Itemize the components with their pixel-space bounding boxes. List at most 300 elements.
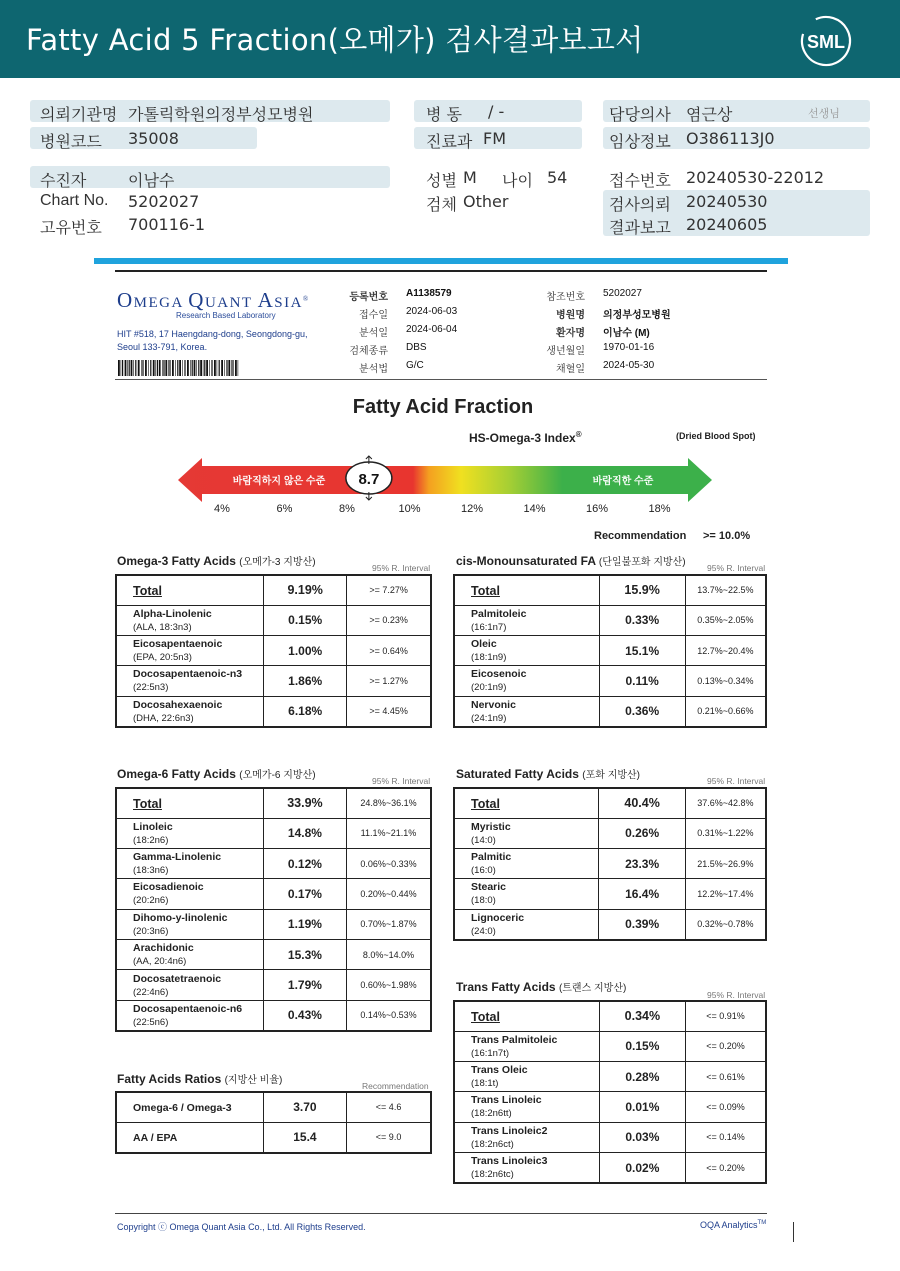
fatty-acid-name <box>454 1031 599 1061</box>
recommendation-value: >= 10.0% <box>703 530 751 542</box>
registration-meta-key: 접수일 <box>359 310 388 321</box>
gauge-tick-label: 4% <box>214 503 230 515</box>
fatty-acid-notation: (18:1t) <box>471 1078 499 1090</box>
reference-range: 0.60%~1.98% <box>346 970 431 1000</box>
fatty-acid-value: 0.17% <box>263 879 346 909</box>
reference-range: <= 0.09% <box>686 1092 766 1122</box>
fatty-acid-name <box>454 1122 599 1152</box>
fatty-acid-name-text: Nervonic <box>471 698 516 711</box>
barcode-bar <box>122 360 123 376</box>
table-row <box>454 1001 766 1031</box>
barcode-bar <box>187 360 189 376</box>
report-meta-rule <box>115 379 767 380</box>
sml-logo-text: SML <box>807 32 845 52</box>
table-row <box>116 879 431 909</box>
footer-copyright: Copyright ⓒ Omega Quant Asia Co., Ltd. All Rights Reserved. <box>117 1222 366 1232</box>
fatty-acid-value: 0.26% <box>599 818 685 848</box>
fatty-acid-notation: (EPA, 20:5n3) <box>133 652 192 664</box>
registration-meta-value: A1138579 <box>406 288 452 299</box>
fatty-acid-value: 23.3% <box>599 848 685 878</box>
barcode-bar <box>198 360 199 376</box>
request-label: 검사의뢰 <box>609 195 671 214</box>
registration-meta-key: 검체종류 <box>349 346 388 357</box>
lab-address-line2: Seoul 133-791, Korea. <box>117 342 208 352</box>
barcode-bar <box>175 360 176 376</box>
fatty-acid-notation: (24:1n9) <box>471 712 507 724</box>
fatty-acid-value: 15.1% <box>599 635 685 665</box>
omega3-table <box>115 574 432 728</box>
barcode-bar <box>159 360 161 376</box>
patient-meta-key: 생년월일 <box>546 346 585 357</box>
barcode-bar <box>121 360 122 376</box>
registration-meta-value: 2024-06-03 <box>406 306 458 317</box>
fatty-acid-value: 0.15% <box>264 605 347 635</box>
fatty-acid-notation: (16:1n7) <box>471 621 507 633</box>
reference-range: 0.14%~0.53% <box>346 1000 431 1031</box>
ratios-note: Recommendation <box>362 1081 429 1091</box>
reference-range: 0.06%~0.33% <box>346 848 431 878</box>
reference-range: 0.21%~0.66% <box>685 696 766 727</box>
fatty-acid-notation: (20:2n6) <box>133 895 169 907</box>
fatty-acid-name-text: Oleic <box>471 638 497 651</box>
specimen-value: Other <box>463 192 509 211</box>
fatty-acid-notation: (18:2n6tt) <box>471 1108 512 1120</box>
fatty-acid-name <box>116 1092 263 1122</box>
table-row <box>116 575 431 605</box>
fatty-acid-name-text: AA / EPA <box>133 1131 178 1144</box>
fatty-acid-name-text: Docosahexaenoic <box>133 698 223 711</box>
registration-meta-key: 분석법 <box>359 364 388 375</box>
barcode-bar <box>162 360 163 376</box>
fatty-acid-name-text: Palmitoleic <box>471 607 527 620</box>
barcode-bar <box>141 360 142 376</box>
fatty-acid-value: 0.01% <box>599 1092 685 1122</box>
reference-range: 13.7%~22.5% <box>685 575 766 605</box>
patient-meta-value: 2024-05-30 <box>603 360 655 371</box>
omega6-table <box>115 787 432 1032</box>
reference-range: <= 0.91% <box>686 1001 766 1031</box>
receipt-label: 접수번호 <box>609 171 671 190</box>
barcode-bar <box>169 360 170 376</box>
gauge-desirable-label: 바람직한 수준 <box>592 476 654 487</box>
reference-range: 21.5%~26.9% <box>685 848 766 878</box>
fatty-acid-name <box>454 818 599 848</box>
fatty-acid-notation: (20:1n9) <box>471 682 507 694</box>
reference-range: 0.70%~1.87% <box>346 909 431 939</box>
registration-meta-key: 분석일 <box>359 328 388 339</box>
fatty-acid-value: 0.34% <box>599 1001 685 1031</box>
reference-range: 12.7%~20.4% <box>685 635 766 665</box>
fatty-acid-name-text: Eicosapentaenoic <box>133 638 223 651</box>
reference-range: 0.13%~0.34% <box>685 666 766 696</box>
omega6-title: Omega-6 Fatty Acids (오메가-6 지방산) <box>117 767 316 781</box>
fatty-acid-name-text: Trans Palmitoleic <box>471 1033 558 1046</box>
reference-range: <= 0.20% <box>686 1031 766 1061</box>
barcode-bar <box>157 360 158 376</box>
patient-meta-value: 의정부성모병원 <box>603 310 671 321</box>
patient-meta-key: 채혈일 <box>556 364 585 375</box>
fatty-acid-notation: (16:1n7t) <box>471 1047 510 1059</box>
gauge-tick-label: 10% <box>398 503 421 515</box>
sfa-interval-note: 95% R. Interval <box>707 776 766 786</box>
barcode-bar <box>165 360 167 376</box>
doctor-value: 염근상 <box>686 105 733 124</box>
patient-meta-key: 참조번호 <box>546 292 585 303</box>
reference-range: >= 7.27% <box>347 575 431 605</box>
barcode-bar <box>204 360 205 376</box>
table-row <box>454 1122 766 1152</box>
fatty-acid-notation: (24:0) <box>471 925 496 937</box>
table-row <box>116 1000 431 1031</box>
text-cursor-icon <box>793 1222 794 1242</box>
barcode-bar <box>150 360 151 376</box>
reference-range: <= 0.61% <box>686 1061 766 1091</box>
trans-title: Trans Fatty Acids (트랜스 지방산) <box>456 980 627 994</box>
fatty-acid-value: 1.19% <box>263 909 346 939</box>
fatty-acid-value: 1.86% <box>264 666 347 696</box>
fatty-acid-value: 3.70 <box>263 1092 346 1122</box>
sfa-table <box>453 787 767 941</box>
gauge-tick-label: 6% <box>276 503 293 515</box>
reference-range: >= 1.27% <box>347 666 431 696</box>
barcode-bar <box>228 360 230 376</box>
barcode-bar <box>194 360 196 376</box>
barcode-bar <box>232 360 233 376</box>
recommendation-label: Recommendation <box>594 530 687 542</box>
fatty-acid-name <box>116 605 264 635</box>
ratios-title: Fatty Acids Ratios (지방산 비율) <box>117 1072 283 1086</box>
barcode-bar <box>153 360 155 376</box>
sml-logo-icon <box>798 13 854 69</box>
table-row <box>116 940 431 970</box>
fatty-acid-name-text: Stearic <box>471 881 507 894</box>
specimen-label: 검체 <box>426 195 457 214</box>
sfa-title: Saturated Fatty Acids (포화 지방산) <box>456 767 641 781</box>
fatty-acid-value: 0.39% <box>599 909 685 940</box>
barcode-bar <box>214 360 216 376</box>
table-row <box>116 818 431 848</box>
table-row <box>116 970 431 1000</box>
registration-meta-key: 등록번호 <box>349 292 388 303</box>
patient-meta-key: 병원명 <box>556 310 585 321</box>
reference-range: <= 0.14% <box>686 1122 766 1152</box>
table-row <box>454 635 766 665</box>
fatty-acid-name-text: Docosatetraenoic <box>133 972 222 985</box>
table-row <box>454 879 766 909</box>
fatty-acid-name <box>116 575 264 605</box>
table-row <box>454 1031 766 1061</box>
fatty-acid-notation: (DHA, 22:6n3) <box>133 712 194 724</box>
institution-label: 의뢰기관명 <box>40 105 118 124</box>
registration-meta-value: 2024-06-04 <box>406 324 458 335</box>
chart-no-value: 5202027 <box>128 192 200 211</box>
barcode-bar <box>226 360 227 376</box>
fatty-acid-name <box>116 666 264 696</box>
fatty-acid-name <box>454 1001 599 1031</box>
barcode-bar <box>196 360 197 376</box>
fatty-acid-name <box>454 848 599 878</box>
reference-range: <= 4.6 <box>347 1092 431 1122</box>
fatty-acid-name <box>454 605 599 635</box>
barcode-bar <box>142 360 143 376</box>
fatty-acid-notation: (18:2n6) <box>133 834 169 846</box>
gauge-tick-label: 18% <box>648 503 671 515</box>
reference-range: >= 4.45% <box>347 696 431 727</box>
fatty-acid-name-text: Myristic <box>471 820 511 833</box>
trans-table <box>453 1000 767 1184</box>
fatty-acid-name <box>454 1092 599 1122</box>
reference-range: 0.31%~1.22% <box>685 818 766 848</box>
fatty-acid-value: 0.15% <box>599 1031 685 1061</box>
table-row <box>454 696 766 727</box>
fatty-acid-value: 15.3% <box>263 940 346 970</box>
fatty-acid-name-text: Total <box>133 796 162 811</box>
footer-rule <box>115 1213 767 1214</box>
reference-range: >= 0.64% <box>347 635 431 665</box>
reference-range: >= 0.23% <box>347 605 431 635</box>
patient-meta-value: 5202027 <box>603 288 642 299</box>
fatty-acid-name <box>116 788 263 818</box>
fatty-acid-name <box>454 635 599 665</box>
barcode-bar <box>145 360 147 376</box>
table-row <box>116 909 431 939</box>
patient-meta-value: 1970-01-16 <box>603 342 655 353</box>
fatty-acid-name-text: Trans Linoleic <box>471 1094 542 1107</box>
barcode-bar <box>131 360 133 376</box>
barcode-bar <box>135 360 136 376</box>
fatty-acid-name <box>116 696 264 727</box>
footer-brand: OQA Analytics™ <box>700 1220 767 1230</box>
fatty-acid-name <box>454 575 599 605</box>
table-row <box>454 1153 766 1184</box>
fatty-acid-name <box>454 909 599 940</box>
reference-range: 8.0%~14.0% <box>346 940 431 970</box>
table-row <box>116 788 431 818</box>
ward-value: / - <box>488 102 505 121</box>
gauge-value-text: 8.7 <box>358 471 380 488</box>
patient-meta-value: 이남수 (M) <box>603 328 650 339</box>
barcode-bar <box>192 360 193 376</box>
fatty-acid-value: 6.18% <box>264 696 347 727</box>
fatty-acid-name <box>454 788 599 818</box>
barcode-bar <box>155 360 156 376</box>
sex-value: M <box>463 168 477 187</box>
omega3-index-gauge <box>178 454 712 506</box>
barcode-bar <box>118 360 120 376</box>
fatty-acid-name-text: Trans Oleic <box>471 1064 528 1077</box>
table-row <box>454 909 766 940</box>
fatty-acid-value: 15.9% <box>599 575 685 605</box>
fatty-acid-notation: (14:0) <box>471 834 496 846</box>
barcode-bar <box>129 360 130 376</box>
gauge-tick-label: 8% <box>339 503 355 515</box>
fatty-acid-name <box>116 879 263 909</box>
fatty-acid-notation: (20:3n6) <box>133 925 169 937</box>
fatty-acid-name <box>116 848 263 878</box>
fatty-acid-notation: (16:0) <box>471 865 496 877</box>
hospital-code-value: 35008 <box>128 129 179 148</box>
fatty-acid-value: 33.9% <box>263 788 346 818</box>
ratios-table <box>115 1091 432 1154</box>
fatty-acid-value: 0.36% <box>599 696 685 727</box>
table-row <box>454 1061 766 1091</box>
table-row <box>454 788 766 818</box>
fatty-acid-notation: (22:5n3) <box>133 682 169 694</box>
barcode-bar <box>203 360 204 376</box>
gauge-tick-label: 12% <box>460 503 484 515</box>
age-label: 나이 <box>502 171 533 190</box>
fatty-acid-name <box>454 1061 599 1091</box>
fatty-acid-name <box>116 940 263 970</box>
fatty-acid-name-text: Total <box>471 796 500 811</box>
accent-rule <box>94 258 788 264</box>
fatty-acid-name-text: Total <box>471 1009 500 1024</box>
oqa-logo: OMEGA QUANT ASIA® <box>117 288 310 312</box>
fatty-acid-value: 0.03% <box>599 1122 685 1152</box>
fatty-acid-name-text: Trans Linoleic2 <box>471 1124 548 1137</box>
fatty-acid-notation: (18:0) <box>471 895 496 907</box>
fatty-acid-notation: (AA, 20:4n6) <box>133 956 187 968</box>
barcode-bar <box>184 360 185 376</box>
fatty-acid-name-text: Gamma-Linolenic <box>133 851 222 864</box>
barcode-bar <box>182 360 183 376</box>
reference-range: 12.2%~17.4% <box>685 879 766 909</box>
fatty-acid-notation: (18:1n9) <box>471 652 507 664</box>
fatty-acid-value: 1.00% <box>264 635 347 665</box>
fatty-acid-name-text: Linoleic <box>133 820 173 833</box>
fatty-acid-value: 15.4 <box>263 1122 346 1152</box>
doctor-suffix: 선생님 <box>808 107 840 120</box>
fatty-acid-name-text: Eicosenoic <box>471 668 527 681</box>
fatty-acid-value: 40.4% <box>599 788 685 818</box>
chart-no-label: Chart No. <box>40 192 109 209</box>
lab-address-line1: HIT #518, 17 Haengdang-dong, Seongdong-gu, <box>117 329 308 339</box>
reference-range: 0.35%~2.05% <box>685 605 766 635</box>
fatty-acid-notation: (22:5n6) <box>133 1016 169 1028</box>
barcode-bar <box>127 360 128 376</box>
fatty-acid-name-text: Alpha-Linolenic <box>133 607 212 620</box>
gauge-undesirable-label: 바람직하지 않은 수준 <box>232 476 326 487</box>
fatty-acid-name-text: Total <box>133 583 162 598</box>
clinical-value: O386113J0 <box>686 129 775 148</box>
fatty-acid-name-text: Palmitic <box>471 851 512 864</box>
table-row <box>116 1122 431 1152</box>
examinee-label: 수진자 <box>40 171 87 190</box>
table-row <box>454 666 766 696</box>
reference-range: 24.8%~36.1% <box>346 788 431 818</box>
lab-address <box>117 328 308 354</box>
trans-interval-note: 95% R. Interval <box>707 990 766 1000</box>
fatty-acid-value: 0.43% <box>263 1000 346 1031</box>
registration-meta-value: G/C <box>406 360 424 371</box>
barcode-bar <box>219 360 220 376</box>
report-title: Fatty Acid Fraction <box>352 396 534 418</box>
reference-range: 0.20%~0.44% <box>346 879 431 909</box>
mufa-interval-note: 95% R. Interval <box>707 563 766 573</box>
table-row <box>116 696 431 727</box>
examinee-value: 이남수 <box>128 171 175 190</box>
request-value: 20240530 <box>686 192 768 211</box>
registration-meta-value: DBS <box>406 342 427 353</box>
fatty-acid-value: 0.02% <box>599 1153 685 1184</box>
fatty-acid-name-text: Arachidonic <box>133 942 194 955</box>
table-row <box>116 666 431 696</box>
reference-range: 11.1%~21.1% <box>346 818 431 848</box>
barcode-bar <box>172 360 174 376</box>
ward-label: 병 동 <box>426 105 462 124</box>
dept-label: 진료과 <box>426 132 473 151</box>
gauge-tick-label: 14% <box>523 503 546 515</box>
fatty-acid-name-text: Omega-6 / Omega-3 <box>133 1101 232 1114</box>
table-row <box>454 848 766 878</box>
unique-id-value: 700116-1 <box>128 215 206 234</box>
barcode-bar <box>148 360 149 376</box>
barcode-bar <box>177 360 178 376</box>
barcode-bar <box>133 360 134 376</box>
table-row <box>116 1092 431 1122</box>
fatty-acid-value: 1.79% <box>263 970 346 1000</box>
result-value: 20240605 <box>686 215 768 234</box>
fatty-acid-name-text: Eicosadienoic <box>133 881 204 894</box>
gauge-tick-label: 16% <box>585 503 609 515</box>
fatty-acid-name-text: Docosapentaenoic-n3 <box>133 668 243 681</box>
fatty-acid-notation: (18:2n6tc) <box>471 1169 514 1181</box>
table-row <box>454 575 766 605</box>
reference-range: <= 9.0 <box>347 1122 431 1152</box>
reference-range: 37.6%~42.8% <box>685 788 766 818</box>
mufa-table <box>453 574 767 728</box>
hospital-code-label: 병원코드 <box>40 132 102 151</box>
fatty-acid-name <box>116 970 263 1000</box>
table-row <box>116 635 431 665</box>
fatty-acid-notation: (18:3n6) <box>133 865 169 877</box>
omega3-title: Omega-3 Fatty Acids (오메가-3 지방산) <box>117 554 316 568</box>
clinical-label: 임상정보 <box>609 132 671 151</box>
table-row <box>454 605 766 635</box>
institution-value: 가톨릭학원의정부성모병원 <box>128 105 314 124</box>
omega6-interval-note: 95% R. Interval <box>372 776 431 786</box>
reference-range: <= 0.20% <box>686 1153 766 1184</box>
fatty-acid-value: 14.8% <box>263 818 346 848</box>
barcode-bar <box>221 360 223 376</box>
barcode-bar <box>138 360 140 376</box>
fatty-acid-name <box>116 1000 263 1031</box>
omega3-interval-note: 95% R. Interval <box>372 563 431 573</box>
fatty-acid-name <box>454 1153 599 1184</box>
table-row <box>454 818 766 848</box>
fatty-acid-name <box>116 909 263 939</box>
fatty-acid-value: 0.33% <box>599 605 685 635</box>
lab-tagline: Research Based Laboratory <box>176 311 276 320</box>
fatty-acid-name <box>454 666 599 696</box>
barcode-icon <box>118 360 240 376</box>
fatty-acid-value: 0.11% <box>599 666 685 696</box>
mufa-title: cis-Monounsaturated FA (단일불포화 지방산) <box>456 554 686 568</box>
report-top-rule <box>115 270 767 272</box>
unique-id-label: 고유번호 <box>40 218 102 237</box>
fatty-acid-value: 0.12% <box>263 848 346 878</box>
fatty-acid-notation: (ALA, 18:3n3) <box>133 621 192 633</box>
barcode-bar <box>190 360 191 376</box>
doctor-label: 담당의사 <box>609 105 671 124</box>
fatty-acid-name-text: Docosapentaenoic-n6 <box>133 1002 243 1015</box>
barcode-bar <box>231 360 232 376</box>
fatty-acid-name-text: Trans Linoleic3 <box>471 1155 548 1168</box>
index-title: HS-Omega-3 Index® <box>469 430 582 445</box>
dept-value: FM <box>483 129 507 148</box>
reference-range: 0.32%~0.78% <box>685 909 766 940</box>
barcode-bar <box>206 360 208 376</box>
